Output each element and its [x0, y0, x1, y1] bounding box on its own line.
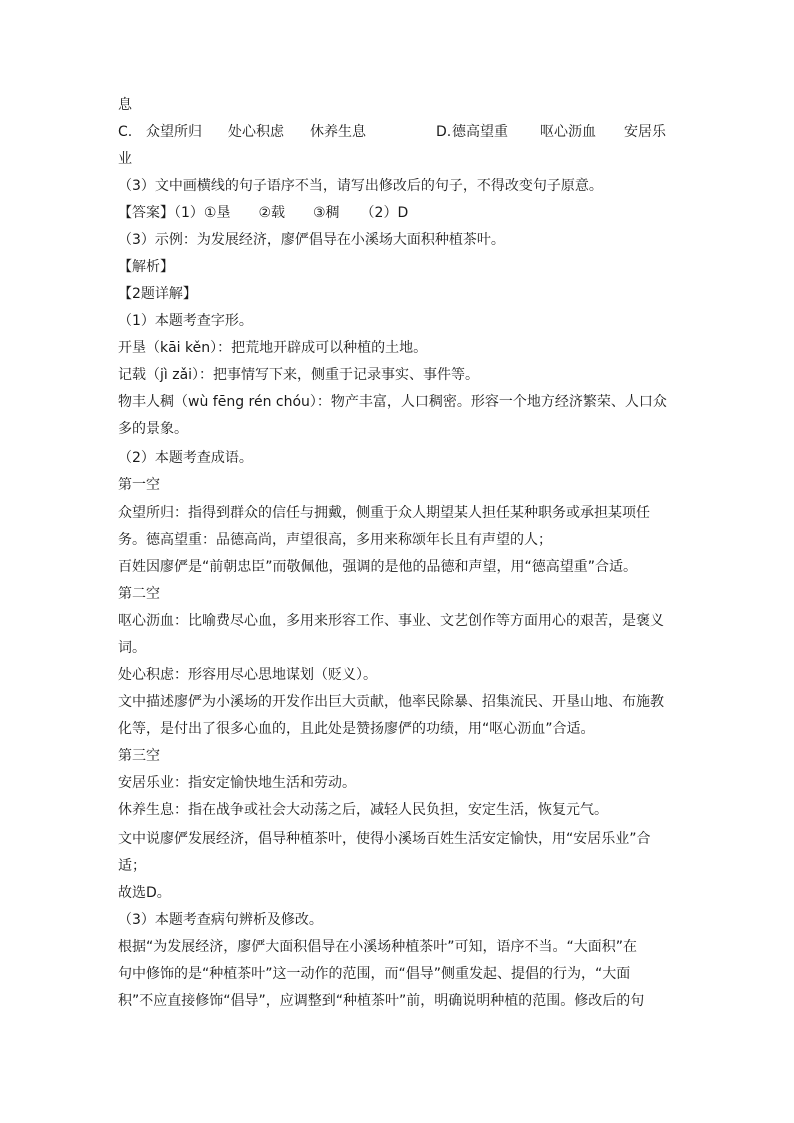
text-line: （2）本题考查成语。: [118, 450, 253, 466]
text-line: 开垦（kāi kěn）：把荒地开辟成可以种植的土地。: [118, 340, 428, 356]
option-d-item: 德高望重: [452, 124, 508, 140]
text-line: 文中描述廖俨为小溪场的开发作出巨大贡献，他率民除暴、招集流民、开垦山地、布施教: [118, 694, 664, 710]
option-d-item: 呕心沥血: [540, 124, 596, 140]
text-line: 适；: [118, 858, 146, 874]
text-line: 众望所归：指得到群众的信任与拥戴，侧重于众人期望某人担任某种职务或承担某项任: [118, 505, 650, 521]
option-d-label: D.: [436, 124, 452, 140]
section-heading: 【解析】: [118, 259, 174, 275]
text-line: （3）示例：为发展经济，廖俨倡导在小溪场大面积种植茶叶。: [118, 232, 505, 248]
text-line: 记载（jì zǎi）：把事情写下来，侧重于记录事实、事件等。: [118, 367, 480, 383]
text-line: 根据“为发展经济，廖俨大面积倡导在小溪场种植茶叶”可知，语序不当。“大面积”在: [118, 939, 638, 955]
text-line: 第二空: [118, 586, 160, 602]
text-line: 故选D。: [118, 885, 171, 901]
text-line: 文中说廖俨发展经济，倡导种植茶叶，使得小溪场百姓生活安定愉快，用“安居乐业”合: [118, 831, 651, 847]
text-line: 积”不应直接修饰“倡导”，应调整到“种植茶叶”前，明确说明种植的范围。修改后的句: [118, 993, 645, 1009]
text-line: 第三空: [118, 748, 160, 764]
text-line: 呕心沥血：比喻费尽心血，多用来形容工作、事业、文艺创作等方面用心的艰苦，是褒义: [118, 613, 664, 629]
option-d-item: 安居乐: [624, 124, 666, 140]
text-line: 安居乐业：指安定愉快地生活和劳动。: [118, 775, 356, 791]
option-c-item: 休养生息: [310, 124, 366, 140]
options-row: [118, 122, 666, 142]
text-line: 休养生息：指在战争或社会大动荡之后，减轻人民负担，安定生活，恢复元气。: [118, 802, 608, 818]
text-line: 物丰人稠（wù fēng rén chóu）：物产丰富，人口稠密。形容一个地方经济繁荣、人口众: [118, 394, 667, 410]
answer-line: 【答案】（1）①垦 ②载 ③稠 （2）D: [118, 205, 409, 221]
text-line: 务。德高望重：品德高尚，声望很高，多用来称颂年长且有声望的人；: [118, 532, 552, 548]
text-line: 百姓因廖俨是“前朝忠臣”而敬佩他，强调的是他的品德和声望，用“德高望重”合适。: [118, 559, 638, 575]
text-line: （1）本题考查字形。: [118, 313, 253, 329]
option-c-item: 众望所归: [146, 124, 202, 140]
text-line: 词。: [118, 640, 146, 656]
text-line: 息: [118, 97, 132, 113]
option-c-label: C.: [118, 124, 133, 140]
text-line: 多的景象。: [118, 421, 188, 437]
section-heading: 【2题详解】: [118, 286, 197, 302]
option-c-item: 处心积虑: [228, 124, 284, 140]
text-line: 化等，是付出了很多心血的，且此处是赞扬廖俨的功绩，用“呕心沥血”合适。: [118, 721, 595, 737]
text-line: 业: [118, 151, 132, 167]
text-line: 第一空: [118, 477, 160, 493]
text-line: 句中修饰的是“种植茶叶”这一动作的范围，而“倡导”侧重发起、提倡的行为，“大面: [118, 966, 631, 982]
text-line: 处心积虑：形容用尽心思地谋划（贬义）。: [118, 667, 377, 683]
text-line: （3）本题考查病句辨析及修改。: [118, 912, 323, 928]
text-line: （3）文中画横线的句子语序不当，请写出修改后的句子，不得改变句子原意。: [118, 178, 603, 194]
